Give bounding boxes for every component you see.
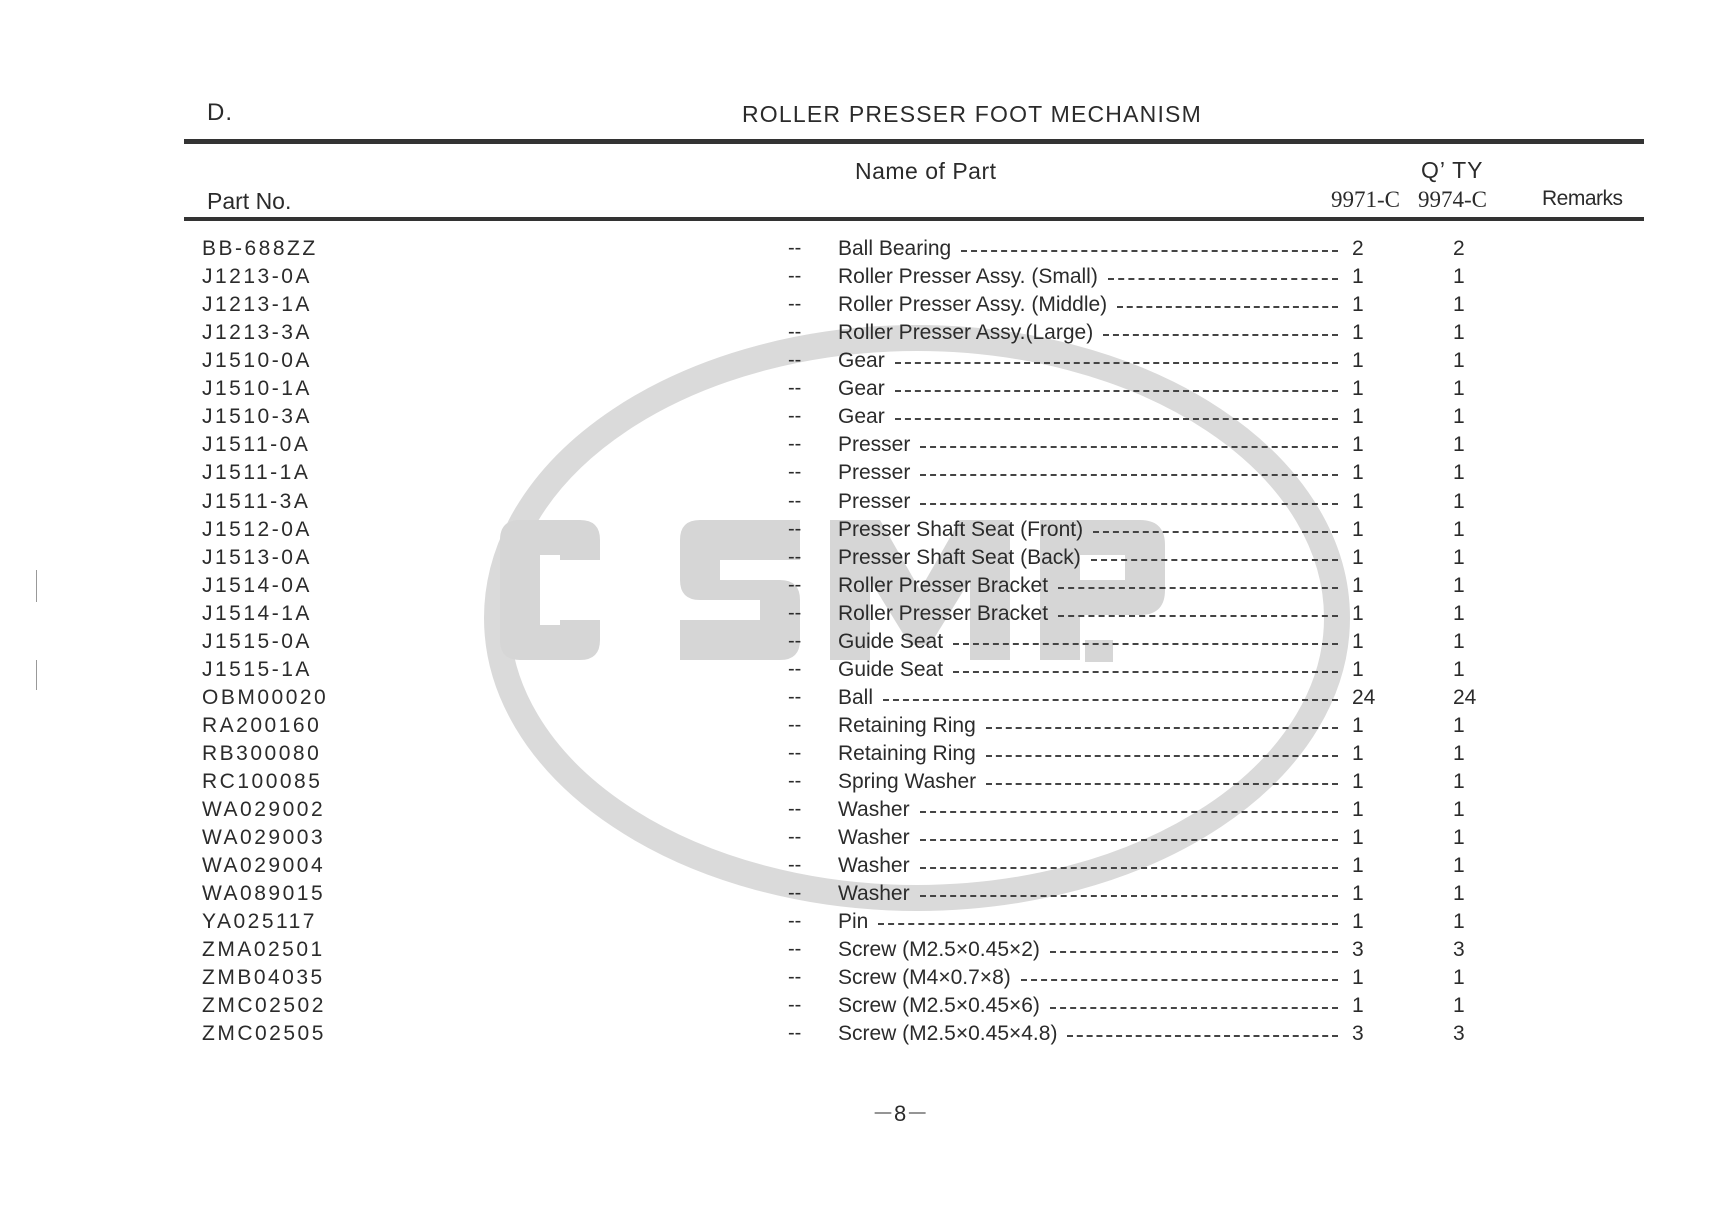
table-row [0, 938, 1719, 966]
part-name: Gear [838, 349, 885, 373]
table-row [0, 854, 1719, 882]
leader-dashes [1091, 559, 1338, 561]
leader-dashes [1117, 306, 1338, 308]
qty-model-2: 1 [1453, 770, 1465, 793]
qty-model-1: 1 [1352, 826, 1364, 850]
qty-model-2: 1 [1453, 910, 1465, 934]
qty-model-2: 1 [1453, 293, 1465, 317]
qty-model-2: 1 [1453, 657, 1465, 681]
page-number: －8－ [872, 1101, 929, 1126]
qty-model-2: 1 [1453, 826, 1465, 850]
qty-model-2: 1 [1453, 489, 1465, 513]
qty-model-2: 1 [1453, 433, 1465, 457]
part-number: WA029004 [202, 854, 326, 878]
part-number: J1510-3A [202, 405, 312, 429]
row-separator: -- [788, 321, 802, 344]
part-number: WA029002 [202, 798, 326, 821]
part-number: RC100085 [202, 770, 323, 793]
part-name: Spring Washer [838, 770, 977, 793]
row-separator: -- [788, 293, 802, 316]
qty-model-2: 1 [1453, 545, 1465, 569]
qty-model-2: 1 [1453, 321, 1465, 345]
row-separator: -- [788, 265, 802, 288]
table-row [0, 602, 1719, 630]
part-name: Washer [838, 826, 910, 850]
qty-model-1: 1 [1352, 713, 1364, 737]
row-separator: -- [788, 461, 802, 484]
page-title: ROLLER PRESSER FOOT MECHANISM [742, 101, 1202, 127]
leader-dashes [895, 390, 1338, 392]
leader-dashes [986, 755, 1338, 757]
part-name: Presser [838, 433, 911, 457]
table-row [0, 405, 1719, 433]
table-row [0, 742, 1719, 770]
row-separator: -- [788, 517, 802, 540]
part-number: ZMB04035 [202, 966, 325, 990]
table-row [0, 630, 1719, 658]
qty-model-1: 1 [1352, 265, 1364, 289]
part-number: J1515-1A [202, 657, 312, 681]
part-name: Screw (M4×0.7×8) [838, 966, 1011, 990]
leader-dashes [1058, 587, 1338, 589]
row-separator: -- [788, 826, 802, 849]
column-header-name: Name of Part [855, 158, 997, 184]
part-name: Guide Seat [838, 657, 944, 681]
part-number: J1514-0A [202, 573, 312, 597]
part-number: J1510-1A [202, 377, 312, 401]
leader-dashes [1067, 1035, 1338, 1037]
qty-model-1: 1 [1352, 461, 1364, 485]
leader-dashes [920, 839, 1338, 841]
qty-model-1: 1 [1352, 882, 1364, 906]
part-number: ZMC02502 [202, 994, 326, 1018]
part-name: Screw (M2.5×0.45×6) [838, 994, 1040, 1018]
part-name: Pin [838, 910, 869, 934]
table-row [0, 461, 1719, 489]
row-separator: -- [788, 854, 802, 877]
qty-model-2: 1 [1453, 882, 1465, 906]
part-name: Washer [838, 882, 910, 906]
qty-model-2: 1 [1453, 966, 1465, 990]
row-separator: -- [788, 741, 802, 764]
row-separator: -- [788, 433, 802, 456]
qty-model-1: 1 [1352, 994, 1364, 1018]
part-number: J1213-3A [202, 321, 312, 345]
row-separator: -- [788, 938, 802, 961]
leader-dashes [1103, 334, 1338, 336]
qty-model-2: 1 [1453, 349, 1465, 373]
part-number: J1510-0A [202, 349, 312, 373]
row-separator: -- [788, 377, 802, 400]
section-letter: D. [207, 99, 233, 126]
qty-model-2: 2 [1453, 237, 1465, 260]
leader-dashes [953, 671, 1338, 673]
row-separator: -- [788, 601, 802, 624]
part-number: J1514-1A [202, 601, 312, 625]
scan-edge-mark [36, 660, 37, 690]
qty-model-1: 1 [1352, 377, 1364, 401]
column-header-remarks: Remarks [1542, 187, 1623, 210]
part-name: Ball Bearing [838, 237, 952, 260]
qty-model-1: 1 [1352, 657, 1364, 681]
part-name: Washer [838, 854, 910, 878]
qty-model-2: 1 [1453, 798, 1465, 821]
part-name: Guide Seat [838, 629, 944, 653]
part-number: J1213-0A [202, 265, 312, 289]
leader-dashes [883, 699, 1338, 701]
table-row [0, 490, 1719, 518]
table-row [0, 237, 1719, 265]
part-name: Screw (M2.5×0.45×4.8) [838, 1022, 1058, 1046]
leader-dashes [986, 783, 1338, 785]
part-number: ZMC02505 [202, 1022, 326, 1046]
column-header-model-2: 9974-C [1418, 187, 1487, 212]
row-separator: -- [788, 713, 802, 736]
table-row [0, 1022, 1719, 1050]
leader-dashes [1021, 979, 1338, 981]
qty-model-1: 1 [1352, 517, 1364, 541]
qty-model-2: 3 [1453, 938, 1465, 962]
part-number: ZMA02501 [202, 938, 325, 962]
leader-dashes [1108, 278, 1338, 280]
part-name: Screw (M2.5×0.45×2) [838, 938, 1040, 962]
qty-model-1: 1 [1352, 489, 1364, 513]
part-name: Presser Shaft Seat (Back) [838, 545, 1081, 569]
part-number: WA089015 [202, 882, 326, 906]
part-number: J1513-0A [202, 545, 312, 569]
table-row [0, 546, 1719, 574]
part-name: Washer [838, 798, 910, 821]
leader-dashes [920, 895, 1338, 897]
row-separator: -- [788, 798, 802, 820]
qty-model-2: 1 [1453, 854, 1465, 878]
part-name: Ball [838, 685, 874, 709]
table-row [0, 770, 1719, 798]
leader-dashes [920, 503, 1338, 505]
table-row [0, 714, 1719, 742]
row-separator: -- [788, 237, 802, 259]
column-header-part-no: Part No. [207, 188, 292, 214]
qty-model-1: 1 [1352, 601, 1364, 625]
qty-model-1: 1 [1352, 405, 1364, 429]
leader-dashes [920, 474, 1338, 476]
table-row [0, 826, 1719, 854]
part-number: RB300080 [202, 741, 322, 765]
row-separator: -- [788, 405, 802, 428]
row-separator: -- [788, 966, 802, 989]
part-number: J1515-0A [202, 629, 312, 653]
leader-dashes [1093, 531, 1338, 533]
part-number: J1512-0A [202, 517, 312, 541]
table-row [0, 518, 1719, 546]
table-row [0, 349, 1719, 377]
table-row [0, 574, 1719, 602]
row-separator: -- [788, 573, 802, 596]
qty-model-1: 1 [1352, 545, 1364, 569]
part-number: YA025117 [202, 910, 317, 934]
part-number: J1511-0A [202, 433, 311, 457]
qty-model-2: 1 [1453, 517, 1465, 541]
row-separator: -- [788, 770, 802, 792]
qty-model-1: 2 [1352, 237, 1364, 260]
part-name: Retaining Ring [838, 713, 976, 737]
row-separator: -- [788, 685, 802, 708]
table-row [0, 321, 1719, 349]
row-separator: -- [788, 629, 802, 652]
part-name: Gear [838, 405, 885, 429]
qty-model-2: 24 [1453, 685, 1477, 709]
qty-model-2: 1 [1453, 629, 1465, 653]
qty-model-1: 1 [1352, 798, 1364, 821]
part-name: Roller Presser Bracket [838, 573, 1049, 597]
part-number: J1213-1A [202, 293, 312, 317]
part-number: J1511-1A [202, 461, 311, 485]
leader-dashes [1058, 615, 1338, 617]
qty-model-2: 1 [1453, 713, 1465, 737]
table-row [0, 910, 1719, 938]
table-row [0, 265, 1719, 293]
part-number: RA200160 [202, 713, 322, 737]
part-name: Roller Presser Assy.(Large) [838, 321, 1094, 345]
leader-dashes [986, 727, 1338, 729]
qty-model-2: 1 [1453, 573, 1465, 597]
part-number: BB-688ZZ [202, 237, 318, 260]
part-name: Presser [838, 461, 911, 485]
qty-model-1: 3 [1352, 1022, 1364, 1046]
row-separator: -- [788, 1022, 802, 1045]
qty-model-2: 1 [1453, 601, 1465, 625]
part-name: Presser Shaft Seat (Front) [838, 517, 1084, 541]
qty-model-1: 1 [1352, 433, 1364, 457]
leader-dashes [878, 923, 1338, 925]
leader-dashes [953, 643, 1338, 645]
qty-model-1: 24 [1352, 685, 1376, 709]
qty-model-2: 1 [1453, 265, 1465, 289]
qty-model-1: 1 [1352, 629, 1364, 653]
column-header-model-1: 9971-C [1331, 187, 1400, 212]
leader-dashes [920, 811, 1338, 813]
qty-model-1: 1 [1352, 741, 1364, 765]
qty-model-1: 3 [1352, 938, 1364, 962]
part-name: Roller Presser Assy. (Small) [838, 265, 1098, 289]
column-header-qty: Q’ TY [1421, 157, 1484, 183]
row-separator: -- [788, 349, 802, 372]
table-row [0, 293, 1719, 321]
qty-model-1: 1 [1352, 293, 1364, 317]
part-name: Gear [838, 377, 885, 401]
qty-model-1: 1 [1352, 910, 1364, 934]
table-row [0, 377, 1719, 405]
row-separator: -- [788, 994, 802, 1017]
table-row [0, 433, 1719, 461]
qty-model-2: 1 [1453, 741, 1465, 765]
part-name: Presser [838, 489, 911, 513]
qty-model-1: 1 [1352, 573, 1364, 597]
qty-model-1: 1 [1352, 966, 1364, 990]
row-separator: -- [788, 910, 802, 933]
qty-model-1: 1 [1352, 854, 1364, 878]
row-separator: -- [788, 545, 802, 568]
part-name: Roller Presser Bracket [838, 601, 1049, 625]
table-row [0, 658, 1719, 686]
column-header-rule [184, 217, 1644, 221]
qty-model-2: 1 [1453, 377, 1465, 401]
part-number: J1511-3A [202, 489, 311, 513]
leader-dashes [895, 418, 1338, 420]
table-row [0, 686, 1719, 714]
qty-model-1: 1 [1352, 349, 1364, 373]
table-row [0, 882, 1719, 910]
table-row [0, 966, 1719, 994]
scan-edge-mark [36, 570, 37, 602]
part-number: WA029003 [202, 826, 326, 850]
leader-dashes [920, 446, 1338, 448]
header-rule [184, 139, 1644, 144]
leader-dashes [895, 362, 1338, 364]
part-name: Roller Presser Assy. (Middle) [838, 293, 1108, 317]
row-separator: -- [788, 489, 802, 512]
qty-model-1: 1 [1352, 321, 1364, 345]
qty-model-1: 1 [1352, 770, 1364, 793]
part-number: OBM00020 [202, 685, 329, 709]
part-name: Retaining Ring [838, 741, 976, 765]
leader-dashes [1050, 1007, 1338, 1009]
table-row [0, 994, 1719, 1022]
qty-model-2: 1 [1453, 994, 1465, 1018]
leader-dashes [920, 867, 1338, 869]
leader-dashes [961, 250, 1338, 252]
row-separator: -- [788, 882, 802, 905]
qty-model-2: 1 [1453, 405, 1465, 429]
leader-dashes [1050, 951, 1338, 953]
qty-model-2: 1 [1453, 461, 1465, 485]
table-row [0, 798, 1719, 826]
row-separator: -- [788, 657, 802, 680]
qty-model-2: 3 [1453, 1022, 1465, 1046]
